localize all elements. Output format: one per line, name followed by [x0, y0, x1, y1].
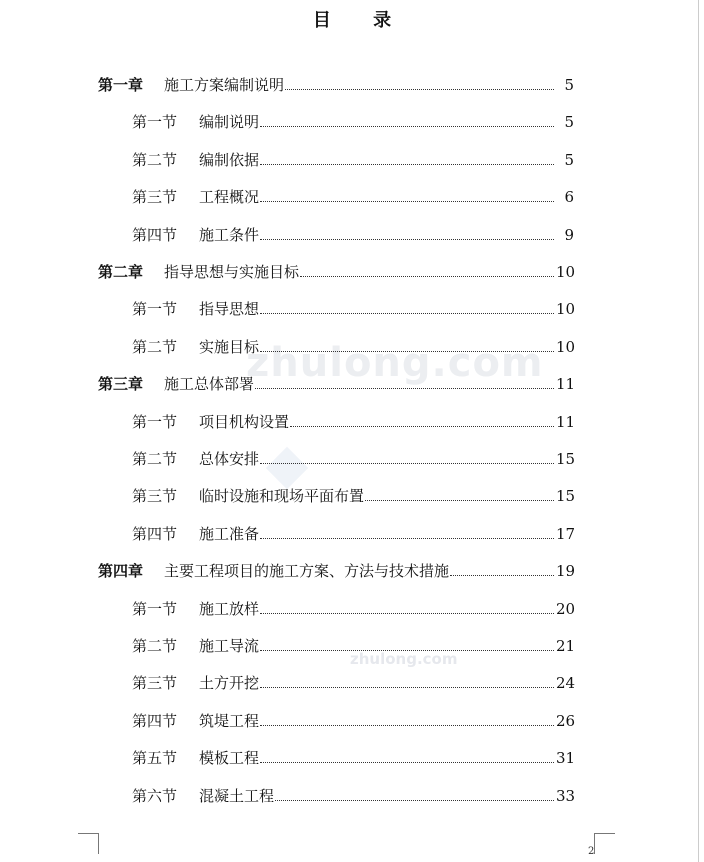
footer-page-number: 2 [588, 846, 595, 857]
toc-dot-leader [290, 425, 554, 427]
toc-dot-leader [285, 88, 554, 90]
toc-entry-page: 5 [564, 113, 574, 132]
toc-dot-leader [260, 761, 554, 763]
toc-entry-page: 20 [556, 599, 576, 618]
toc-dot-leader [260, 125, 554, 127]
toc-section-entry[interactable] [132, 782, 574, 806]
watermark: zhulong.com [246, 340, 544, 386]
toc-dot-leader [260, 686, 554, 688]
toc-entry-number: 第一节 [132, 300, 178, 319]
toc-entry-page: 31 [556, 749, 576, 768]
toc-entry-title: 临时设施和现场平面布置 [199, 487, 365, 506]
toc-entry-number: 第二节 [132, 150, 178, 169]
toc-dot-leader [260, 238, 554, 240]
toc-dot-leader [450, 574, 554, 576]
toc-entry-page: 11 [556, 412, 576, 431]
toc-entry-title: 施工条件 [199, 225, 260, 244]
toc-entry-title: 模板工程 [199, 749, 260, 768]
toc-section-entry[interactable] [132, 333, 574, 357]
toc-entry-number: 第五节 [132, 749, 178, 768]
toc-entry-number: 第一节 [132, 412, 178, 431]
toc-entry-number: 第四节 [132, 524, 178, 543]
toc-entry-number: 第三节 [132, 188, 178, 207]
toc-entry-title: 施工准备 [199, 524, 260, 543]
page-edge-line [698, 0, 699, 862]
toc-entry-page: 19 [556, 562, 576, 581]
toc-entry-title: 项目机构设置 [199, 412, 290, 431]
toc-entry-page: 33 [556, 786, 576, 805]
toc-entry-number: 第一章 [98, 76, 144, 94]
toc-dot-leader [300, 275, 554, 277]
toc-section-entry[interactable] [132, 632, 574, 656]
toc-entry-title: 施工放样 [199, 599, 260, 618]
toc-dot-leader [260, 350, 554, 352]
toc-chapter-entry[interactable] [98, 258, 574, 282]
toc-dot-leader [260, 724, 554, 726]
toc-section-entry[interactable] [132, 520, 574, 544]
toc-entry-number: 第三节 [132, 487, 178, 506]
toc-dot-leader [260, 312, 554, 314]
toc-entry-page: 15 [556, 450, 576, 468]
toc-dot-leader [260, 612, 554, 614]
toc-dot-leader [260, 649, 554, 651]
toc-entry-title: 施工方案编制说明 [164, 76, 285, 94]
toc-entry-page: 5 [564, 150, 574, 169]
toc-section-entry[interactable] [132, 146, 574, 170]
toc-section-entry[interactable] [132, 408, 574, 432]
toc-section-entry[interactable] [132, 482, 574, 506]
toc-entry-number: 第四节 [132, 711, 178, 730]
toc-dot-leader [275, 799, 554, 801]
toc-entry-title: 工程概况 [199, 188, 260, 207]
toc-entry-title: 施工总体部署 [164, 375, 255, 394]
toc-dot-leader [260, 200, 554, 202]
toc-dot-leader [260, 537, 554, 539]
toc-entry-number: 第二节 [132, 337, 178, 356]
page-corner-mark-left [78, 833, 99, 854]
toc-entry-number: 第二章 [98, 263, 144, 281]
toc-section-entry[interactable] [132, 183, 574, 207]
watermark-small: zhulong.com [350, 650, 458, 668]
toc-entry-title: 施工导流 [199, 637, 260, 655]
toc-dot-leader [260, 462, 554, 464]
toc-entry-title: 土方开挖 [199, 674, 260, 693]
toc-entry-page: 24 [556, 674, 576, 693]
toc-entry-page: 17 [556, 524, 576, 543]
toc-entry-page: 10 [556, 263, 576, 281]
toc-entry-page: 10 [556, 337, 576, 356]
toc-chapter-entry[interactable] [98, 370, 574, 394]
toc-section-entry[interactable] [132, 445, 574, 469]
toc-entry-title: 总体安排 [199, 450, 260, 468]
toc-entry-number: 第六节 [132, 786, 178, 805]
toc-section-entry[interactable] [132, 595, 574, 619]
toc-section-entry[interactable] [132, 669, 574, 693]
toc-entry-page: 26 [556, 711, 576, 730]
toc-section-entry[interactable] [132, 744, 574, 768]
toc-entry-title: 指导思想与实施目标 [164, 263, 300, 281]
toc-entry-title: 编制说明 [199, 113, 260, 132]
toc-entry-page: 9 [564, 225, 574, 244]
toc-entry-number: 第二节 [132, 450, 178, 468]
toc-entry-title: 混凝土工程 [199, 786, 275, 805]
toc-chapter-entry[interactable] [98, 557, 574, 581]
toc-entry-page: 11 [556, 375, 576, 394]
toc-entry-title: 编制依据 [199, 150, 260, 169]
toc-entry-title: 主要工程项目的施工方案、方法与技术措施 [164, 562, 450, 581]
toc-section-entry[interactable] [132, 295, 574, 319]
toc-dot-leader [260, 163, 554, 165]
toc-dot-leader [365, 499, 554, 501]
toc-section-entry[interactable] [132, 221, 574, 245]
toc-section-entry[interactable] [132, 707, 574, 731]
toc-entry-number: 第一节 [132, 599, 178, 618]
page-corner-mark-right [594, 833, 615, 854]
toc-entry-number: 第四节 [132, 225, 178, 244]
toc-section-entry[interactable] [132, 108, 574, 132]
toc-entry-page: 10 [556, 300, 576, 319]
toc-entry-number: 第二节 [132, 637, 178, 655]
toc-entry-number: 第三章 [98, 375, 144, 394]
toc-entry-page: 21 [556, 637, 576, 655]
toc-entry-title: 筑堤工程 [199, 711, 260, 730]
toc-entry-page: 6 [564, 188, 574, 207]
toc-entry-number: 第三节 [132, 674, 178, 693]
toc-chapter-entry[interactable] [98, 71, 574, 95]
toc-entry-title: 实施目标 [199, 337, 260, 356]
toc-title: 目 录 [312, 10, 410, 31]
toc-entry-number: 第四章 [98, 562, 144, 581]
toc-entry-title: 指导思想 [199, 300, 260, 319]
toc-dot-leader [255, 387, 554, 389]
toc-entry-page: 5 [564, 76, 574, 94]
toc-entry-page: 15 [556, 487, 576, 506]
toc-entry-number: 第一节 [132, 113, 178, 132]
